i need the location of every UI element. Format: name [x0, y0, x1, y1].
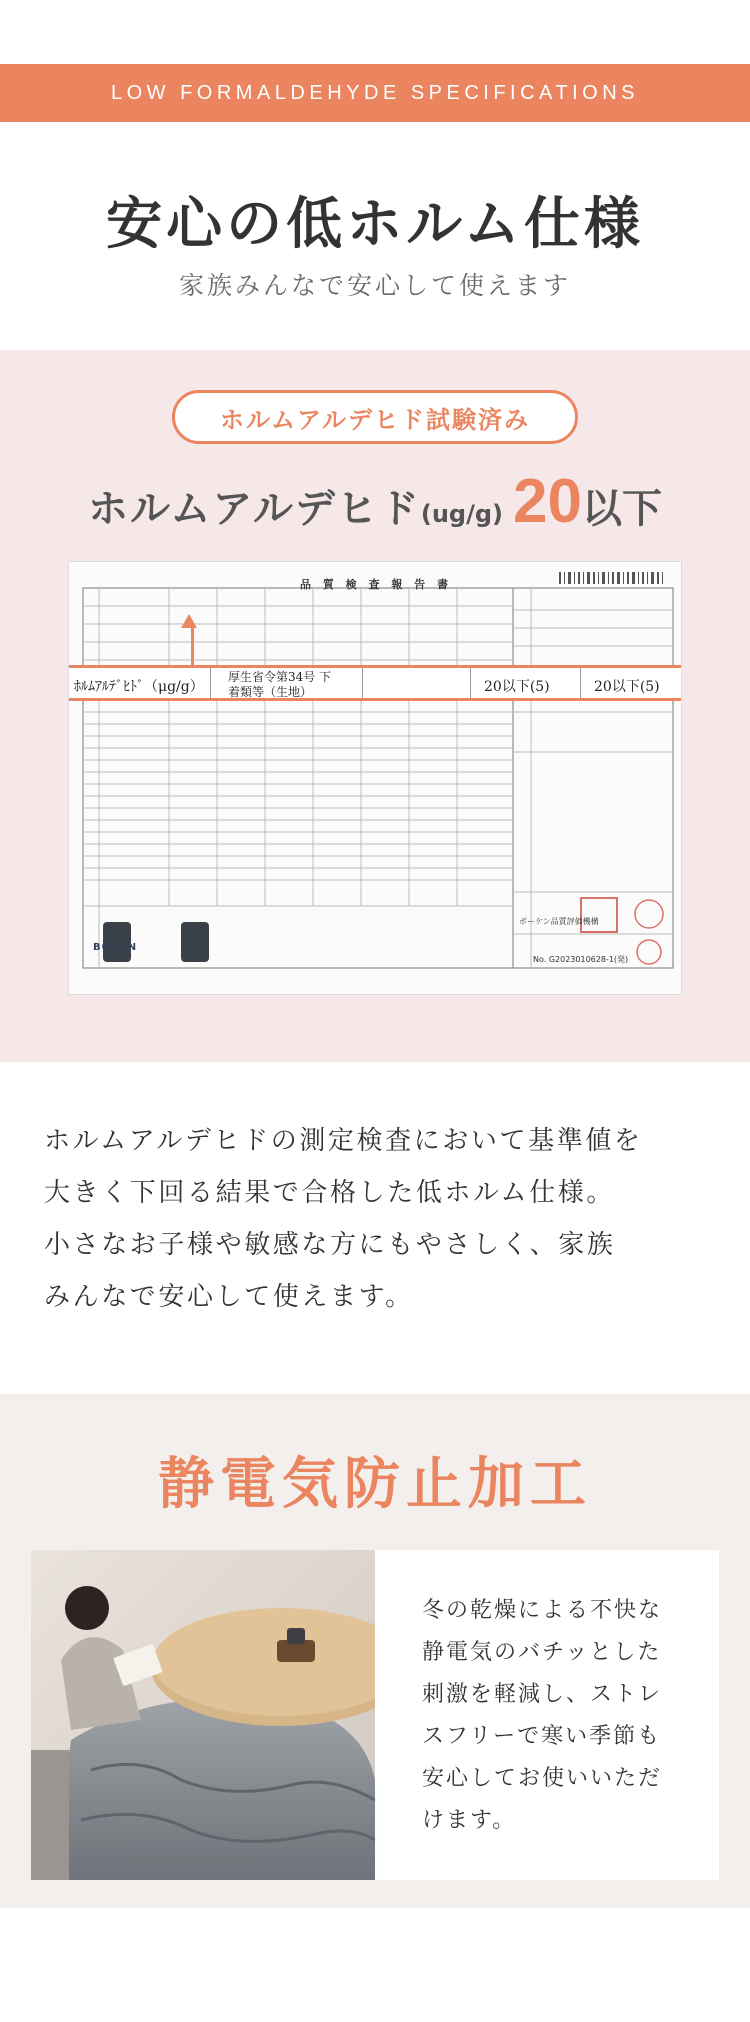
- report-lab-name: ボーケン品質評価機構: [519, 917, 599, 926]
- description-text: [44, 1115, 714, 1323]
- result-standard: 厚生省令第34号 下着類等（生地）: [228, 670, 332, 699]
- spec-headline: [0, 466, 750, 537]
- section-banner: LOW FORMALDEHYDE SPECIFICATIONS: [0, 64, 750, 122]
- antistatic-line: 安心してお使いいただ: [422, 1766, 663, 1791]
- report-sample-brand: BOKEN: [93, 942, 138, 953]
- antistatic-line: 静電気のバチッとした: [422, 1640, 662, 1665]
- antistatic-line: 刺激を軽減し、ストレ: [422, 1682, 663, 1707]
- result-value-2: 20以下(5): [594, 679, 660, 695]
- report-doc-title: 品 質 検 査 報 告 書: [300, 578, 452, 591]
- page-title: 安心の低ホルム仕様: [106, 192, 644, 257]
- report-number: No. G2023010628-1(発): [533, 955, 629, 964]
- inspection-report-image: [68, 561, 682, 995]
- result-value-1: 20以下(5): [484, 679, 550, 695]
- result-item: ﾎﾙﾑｱﾙﾃﾞﾋﾄﾞ（μg/g）: [74, 679, 204, 695]
- description-line: みんなで安心して使えます。: [44, 1282, 414, 1312]
- kotatsu-photo-illustration: [31, 1550, 375, 1880]
- formaldehyde-result-row: [68, 665, 682, 701]
- spec-suffix: 以下: [581, 486, 662, 532]
- antistatic-line: 冬の乾燥による不快な: [422, 1598, 663, 1623]
- antistatic-line: スフリーで寒い季節も: [422, 1724, 662, 1749]
- page-subtitle: 家族みんなで安心して使えます: [178, 271, 571, 300]
- description-line: ホルムアルデヒドの測定検査において基準値を: [44, 1126, 643, 1156]
- kotatsu-photo: [31, 1550, 375, 1880]
- report-form-drawing: [69, 562, 682, 995]
- spec-label: ホルムアルデヒド: [88, 486, 421, 532]
- antistatic-title: 静電気防止加工: [158, 1452, 592, 1517]
- description-line: 小さなお子様や敏感な方にもやさしく、家族: [44, 1230, 616, 1260]
- antistatic-card: [375, 1550, 719, 1880]
- tested-badge: ホルムアルデヒド試験済み: [172, 390, 578, 444]
- description-line: 大きく下回る結果で合格した低ホルム仕様。: [44, 1178, 615, 1208]
- antistatic-line: けます。: [422, 1808, 517, 1833]
- antistatic-text: [422, 1590, 692, 1842]
- spec-unit: (ug/g): [420, 500, 503, 528]
- spec-value: 20: [513, 467, 582, 536]
